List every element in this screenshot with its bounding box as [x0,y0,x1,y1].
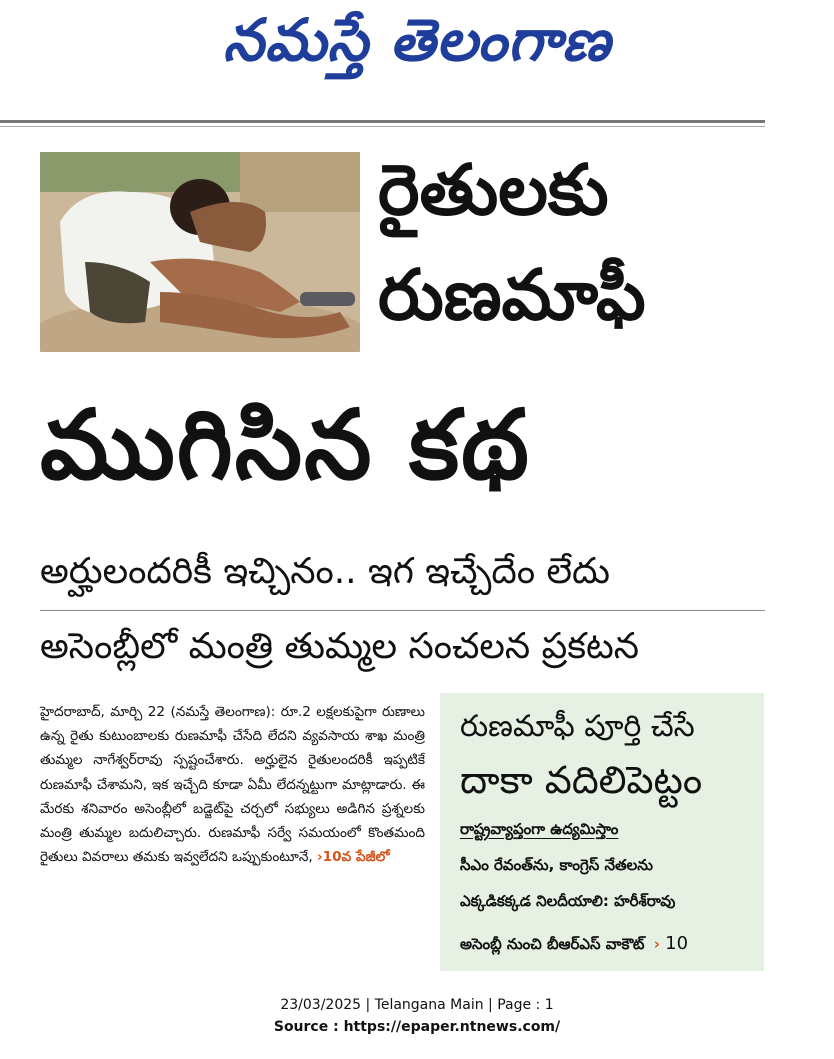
masthead-rule [0,120,765,123]
sidebar-heading-2: దాకా వదిలిపెట్టం [460,758,703,802]
sidebar-item: ఎక్కడికక్కడ నిలదీయాలి: హరీశ్‌రావు [460,892,676,910]
sidebar-box [440,693,764,971]
masthead [0,0,834,118]
masthead-rule-thin [0,126,765,127]
masthead-title: నమస్తే తెలంగాణ [223,6,611,74]
news-photo [40,152,360,352]
headline-line-1: రైతులకు [378,149,609,231]
sidebar-item: సీఎం రేవంత్‌ను, కాంగ్రెస్ నేతలను [460,856,653,874]
sidebar-ref-page: 10 [665,933,689,954]
subheadline-2: అసెంబ్లీలో మంత్రి తుమ్మల సంచలన ప్రకటన [40,626,640,667]
chevron-right-icon: › [653,935,660,953]
subheadline-1: అర్హులందరికీ ఇచ్చినం.. ఇగ ఇచ్చేదేం లేదు [40,551,610,592]
sidebar-heading-1: రుణమాఫీ పూర్తి చేసే [460,709,695,744]
sidebar-item: రాష్ట్రవ్యాప్తంగా ఉద్యమిస్తాం [460,820,619,838]
subheadline-divider [40,610,765,611]
main-headline: ముగిసిన కథ [40,389,531,501]
sidebar-page-reference[interactable] [460,933,688,957]
sidebar-ref-text: అసెంబ్లీ నుంచి బీఆర్‌ఎస్ వాకౌట్ [460,935,645,953]
footer-edition-info: 23/03/2025 | Telangana Main | Page : 1 [280,997,554,1013]
article-text: హైదరాబాద్, మార్చి 22 (నమస్తే తెలంగాణ): రూ.2 లక్షలకుపైగా రుణాలు ఉన్న రైతు కుటుంబాలకు రుణమాఫీ చేసేది లేదని వ్యవసాయ శాఖ మంత్రి తుమ్మల నాగేశ్వర్‌రావు స్పష్టంచేశారు. అర్హులైన రైతులందరికీ ఇప్పటికే రుణమాఫీ చేశామని, ఇక ఇచ్చేది కూడా ఏమీ లేదన్నట్టుగా మాట్లాడారు. ఈ మేరకు శనివారం అసెంబ్లీలో బడ్జెట్‌పై చర్చలో సభ్యులు అడిగిన ప్రశ్నలకు మంత్రి తుమ్మల బదులిచ్చారు. రుణమాఫీ సర్వే సమయంలో కొంతమంది రైతులు వివరాలు తమకు ఇవ్వలేదని ఒప్పుకుంటూనే, [40,704,425,866]
article-body [40,700,425,869]
continued-on-page-link[interactable]: ›10వ పేజీలో [317,849,390,866]
footer-source: Source : https://epaper.ntnews.com/ [273,1019,561,1035]
headline-line-2: రుణమాఫీ [378,254,646,336]
distressed-farmer-photo [40,152,360,352]
